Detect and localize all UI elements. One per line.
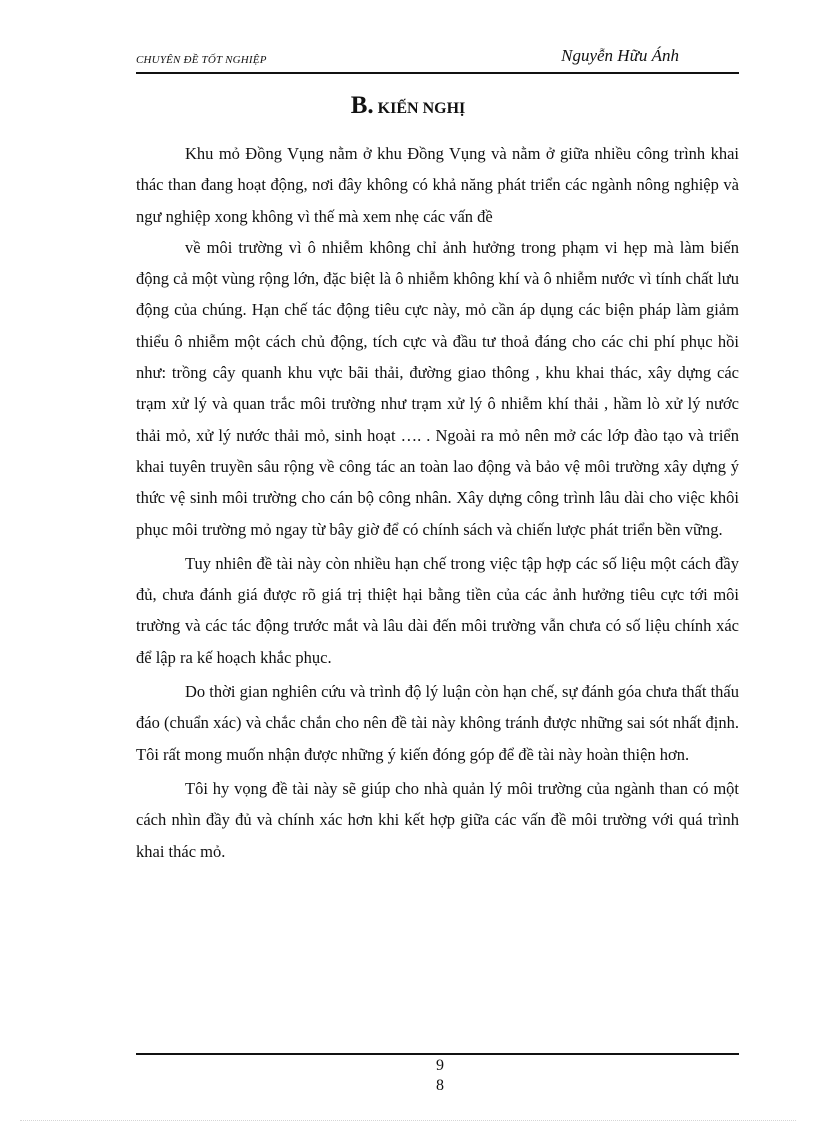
paragraph: Do thời gian nghiên cứu và trình độ lý luận còn hạn chế, sự đánh góa chưa thất thấu đáo (chuẩn xác) và chắc chắn cho nên đề tài này không tránh được những sai sót nhất định. Tôi rất mong muốn nhận được những ý kiến đóng góp để đề tài này hoàn thiện hơn. — [136, 682, 739, 764]
page-bottom-border — [20, 1120, 796, 1121]
body-text — [136, 138, 739, 867]
footer-divider — [136, 1053, 739, 1055]
paragraph: Tôi hy vọng đề tài này sẽ giúp cho nhà quản lý môi trường của ngành than có một cách nhìn đầy đủ và chính xác hơn khi kết hợp giữa các vấn đề môi trường với quá trình khai thác mỏ. — [136, 778, 739, 861]
paragraph: về môi trường vì ô nhiễm không chỉ ảnh hưởng trong phạm vi hẹp mà làm biến động cả một vùng rộng lớn, đặc biệt là ô nhiễm không khí và ô nhiễm nước vì tính chất lưu động của chúng. Hạn chế tác động tiêu cực này, mỏ cần áp dụng các biện pháp làm giảm thiểu ô nhiễm một cách chủ động, tích cực và đầu tư thoả đáng cho các chi phí phục hồi như: trồng cây quanh khu vực bãi thải, đường giao thông , khu khai thác, xây dựng các trạm xử lý và quan trắc môi trường như trạm xử lý ô nhiễm khí thải , hầm lò xử lý nước thải mỏ, xử lý nước thải mỏ, sinh hoạt …. . Ngoài ra mỏ nên mở các lớp đào tạo và triển khai tuyên truyền sâu rộng về công tác an toàn lao động và bảo vệ môi trường xây dựng ý thức vệ sinh môi trường cho cán bộ công nhân. Xây dựng công trình lâu dài cho việc khôi phục môi trường mỏ ngay từ bây giờ để có chính sách và chiến lược phát triển bền vững. — [136, 237, 739, 539]
paragraph: Tuy nhiên đề tài này còn nhiều hạn chế trong việc tập hợp các số liệu một cách đầy đủ, chưa đánh giá được rõ giá trị thiệt hại bằng tiền của các ảnh hưởng tiêu cực tới môi trường và các tác động trước mắt và lâu dài đến môi trường vẫn chưa có số liệu chính xác để lập ra kế hoạch khắc phục. — [136, 553, 739, 667]
page-number: 9 — [436, 1057, 444, 1074]
author-name: Nguyễn Hữu Ánh — [561, 46, 679, 65]
document-type-label: CHUYÊN ĐỀ TỐT NGHIỆP — [136, 54, 267, 66]
paragraph: Khu mỏ Đồng Vụng nằm ở khu Đồng Vụng và nằm ở giữa nhiều công trình khai thác than đang hoạt động, nơi đây không có khả năng phát triển các ngành nông nghiệp và ngư nghiệp xong không vì thế mà xem nhẹ các vấn đề — [136, 144, 739, 226]
section-letter: B. — [350, 92, 374, 119]
page-number-secondary: 8 — [436, 1077, 444, 1094]
page-header — [136, 46, 739, 72]
header-divider — [136, 72, 739, 74]
section-title: KIẾN NGHỊ — [377, 100, 466, 117]
section-heading — [0, 92, 816, 120]
